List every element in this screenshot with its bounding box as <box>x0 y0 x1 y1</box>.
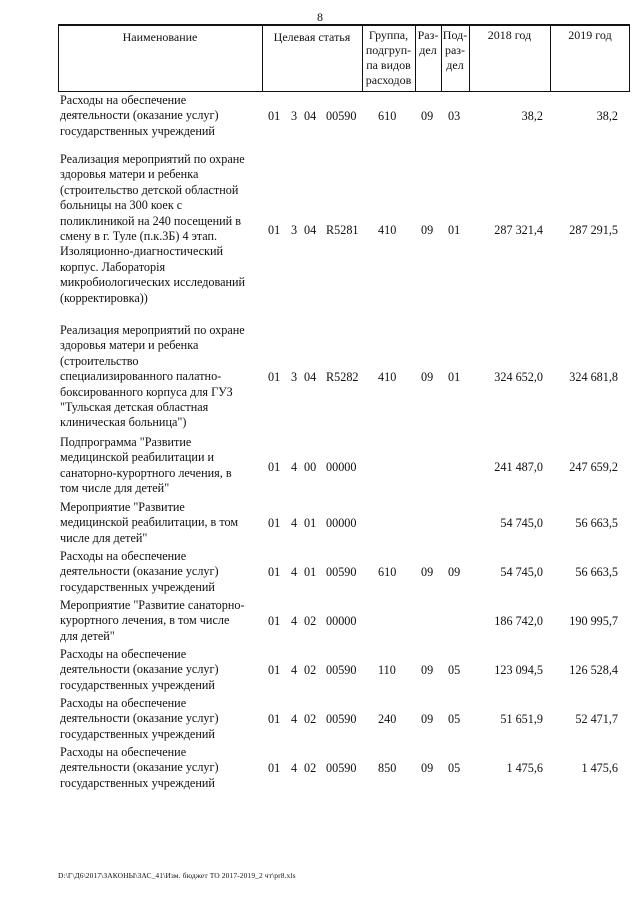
amount-2019: 247 659,2 <box>569 460 618 474</box>
amount-2019: 190 995,7 <box>569 614 618 628</box>
row-name: Расходы на обеспечение деятельности (оказание услуг) государственных учреждений <box>60 93 219 138</box>
header-section: Раз- дел <box>417 28 439 57</box>
amount-2019: 52 471,7 <box>575 712 618 726</box>
target-event: 04 <box>304 370 317 384</box>
target-subprogram: 4 <box>291 460 298 474</box>
target-subprogram: 3 <box>291 109 298 123</box>
table-row <box>60 323 630 431</box>
row-name: Расходы на обеспечение деятельности (оказание услуг) государственных учреждений <box>60 647 219 692</box>
header-subsection: Под- раз- дел <box>442 28 468 72</box>
target-subprogram: 3 <box>291 223 298 237</box>
table-row <box>60 93 630 141</box>
section: 09 <box>421 761 434 775</box>
expense-group: 240 <box>378 712 397 726</box>
header-year-2019: 2019 год <box>568 28 612 42</box>
expense-group: 610 <box>378 109 397 123</box>
amount-2018: 54 745,0 <box>500 565 543 579</box>
subsection: 03 <box>448 109 461 123</box>
target-direction: R5282 <box>326 370 359 384</box>
target-program: 01 <box>268 516 281 530</box>
target-program: 01 <box>268 460 281 474</box>
page-number: 8 <box>317 10 323 24</box>
header-year-2018: 2018 год <box>487 28 532 42</box>
amount-2019: 126 528,4 <box>569 663 618 677</box>
section: 09 <box>421 223 434 237</box>
amount-2018: 186 742,0 <box>494 614 543 628</box>
section: 09 <box>421 370 434 384</box>
target-event: 02 <box>304 663 317 677</box>
row-name: Реализация мероприятий по охране здоровья матери и ребенка (строительство специализированного палатно- боксированного корпуса для ГУЗ "Тульская детская областная клиническая больница") <box>60 323 245 430</box>
row-name: Мероприятие "Развитие медицинской реабилитации, в том числе для детей" <box>60 500 239 545</box>
expense-group: 610 <box>378 565 397 579</box>
section: 09 <box>421 663 434 677</box>
target-program: 01 <box>268 223 281 237</box>
target-direction: 00000 <box>326 614 357 628</box>
row-name: Мероприятие "Развитие санаторно- курортного лечения, в том числе для детей" <box>60 598 245 643</box>
subsection: 05 <box>448 712 461 726</box>
amount-2019: 38,2 <box>596 109 618 123</box>
target-event: 01 <box>304 565 317 579</box>
target-program: 01 <box>268 761 281 775</box>
target-direction: 00590 <box>326 565 357 579</box>
target-direction: 00590 <box>326 761 357 775</box>
table-row <box>60 500 630 548</box>
target-program: 01 <box>268 370 281 384</box>
target-event: 04 <box>304 223 317 237</box>
target-program: 01 <box>268 109 281 123</box>
file-path-footer: D:\Г\Д6\2017\ЗАКОНЫ\ЗАС_41\Изм. бюджет ТО 2017-2019_2 чт\pr8.xls <box>58 871 296 880</box>
amount-2019: 56 663,5 <box>575 516 618 530</box>
target-program: 01 <box>268 614 281 628</box>
expense-group: 410 <box>378 223 397 237</box>
header-name: Наименование <box>122 30 198 44</box>
row-name: Расходы на обеспечение деятельности (оказание услуг) государственных учреждений <box>60 745 219 790</box>
header-group: Группа, подгруп- па видов расходов <box>365 28 412 87</box>
target-program: 01 <box>268 712 281 726</box>
target-program: 01 <box>268 663 281 677</box>
amount-2018: 123 094,5 <box>494 663 543 677</box>
subsection: 09 <box>448 565 461 579</box>
table-row <box>60 647 630 695</box>
target-direction: R5281 <box>326 223 359 237</box>
row-name: Подпрограмма "Развитие медицинской реабилитации и санаторно-курортного лечения, в том числе для детей" <box>60 435 232 496</box>
table-row <box>60 152 630 312</box>
row-name: Расходы на обеспечение деятельности (оказание услуг) государственных учреждений <box>60 696 219 741</box>
target-event: 04 <box>304 109 317 123</box>
target-direction: 00590 <box>326 109 357 123</box>
section: 09 <box>421 712 434 726</box>
expense-group: 410 <box>378 370 397 384</box>
amount-2018: 51 651,9 <box>500 712 543 726</box>
amount-2018: 38,2 <box>521 109 543 123</box>
target-event: 02 <box>304 614 317 628</box>
subsection: 01 <box>448 223 461 237</box>
amount-2019: 56 663,5 <box>575 565 618 579</box>
target-subprogram: 4 <box>291 712 298 726</box>
amount-2018: 324 652,0 <box>494 370 543 384</box>
subsection: 05 <box>448 663 461 677</box>
target-event: 00 <box>304 460 317 474</box>
target-subprogram: 3 <box>291 370 298 384</box>
target-direction: 00590 <box>326 663 357 677</box>
target-program: 01 <box>268 565 281 579</box>
table-row <box>60 435 630 499</box>
table-row <box>60 745 630 793</box>
target-direction: 00000 <box>326 460 357 474</box>
amount-2018: 241 487,0 <box>494 460 543 474</box>
target-direction: 00590 <box>326 712 357 726</box>
amount-2018: 54 745,0 <box>500 516 543 530</box>
target-subprogram: 4 <box>291 663 298 677</box>
target-subprogram: 4 <box>291 516 298 530</box>
table-row <box>60 598 630 646</box>
target-subprogram: 4 <box>291 565 298 579</box>
amount-2018: 1 475,6 <box>506 761 543 775</box>
table-row <box>60 696 630 744</box>
section: 09 <box>421 565 434 579</box>
target-event: 01 <box>304 516 317 530</box>
target-subprogram: 4 <box>291 614 298 628</box>
amount-2019: 324 681,8 <box>569 370 618 384</box>
subsection: 01 <box>448 370 461 384</box>
table-row <box>60 549 630 597</box>
target-event: 02 <box>304 712 317 726</box>
row-name: Реализация мероприятий по охране здоровья матери и ребенка (строительство детской областной больницы на 300 коек с поликлиникой на 240 посещений в смену в г. Туле (п.к.3Б) 4 этап. Изоляционно-диагностический корпус. Лабораторія микробиологических исследований (корректировка)) <box>60 152 246 305</box>
target-subprogram: 4 <box>291 761 298 775</box>
amount-2019: 287 291,5 <box>569 223 618 237</box>
amount-2019: 1 475,6 <box>581 761 618 775</box>
subsection: 05 <box>448 761 461 775</box>
amount-2018: 287 321,4 <box>494 223 543 237</box>
target-direction: 00000 <box>326 516 357 530</box>
expense-group: 850 <box>378 761 397 775</box>
section: 09 <box>421 109 434 123</box>
header-target: Целевая статья <box>273 30 351 44</box>
row-name: Расходы на обеспечение деятельности (оказание услуг) государственных учреждений <box>60 549 219 594</box>
expense-group: 110 <box>378 663 396 677</box>
target-event: 02 <box>304 761 317 775</box>
